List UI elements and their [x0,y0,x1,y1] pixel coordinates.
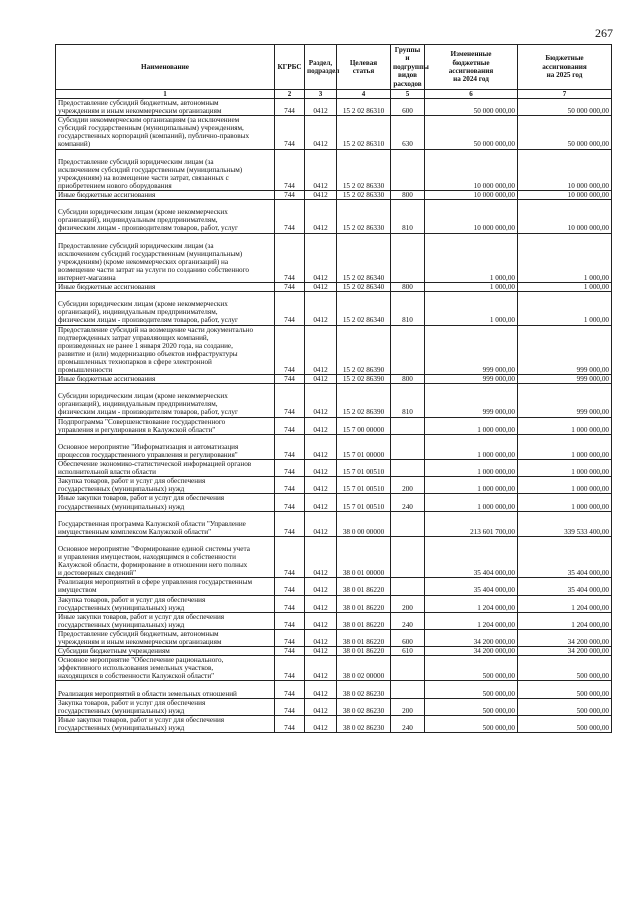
row-expense-group: 610 [391,647,425,656]
row-alloc-2025: 10 000 000,00 [518,200,612,233]
column-number: 5 [391,90,425,99]
row-target: 38 0 02 86230 [337,715,391,732]
row-ktrbs: 744 [275,292,305,325]
row-target: 38 0 02 86230 [337,681,391,698]
row-name: Реализация мероприятий в области земельных отношений [56,681,275,698]
row-ktrbs: 744 [275,384,305,417]
table-row [56,656,612,681]
row-expense-group [391,536,425,577]
row-target: 15 2 02 86330 [337,149,391,190]
row-name: Предоставление субсидий на возмещение части документально подтвержденных затрат управляющих компаний, произведенных не ранее 1 января 2020 года, на создание, развитие и (или) модернизацию объектов инфраструктуры промышленных технопарков в сфере электронной промышленности [56,325,275,375]
table-row [56,595,612,612]
row-alloc-2025: 999 000,00 [518,375,612,384]
row-expense-group [391,325,425,375]
row-expense-group: 240 [391,715,425,732]
row-ktrbs: 744 [275,99,305,116]
row-ktrbs: 744 [275,595,305,612]
row-alloc-2024: 35 404 000,00 [425,578,518,595]
table-row [56,116,612,149]
row-ktrbs: 744 [275,116,305,149]
column-number: 6 [425,90,518,99]
row-name: Иные закупки товаров, работ и услуг для обеспечения государственных (муниципальных) нужд [56,612,275,629]
header-expense-groups: Группы и подгруппы видов расходов [391,45,425,90]
row-alloc-2024: 999 000,00 [425,384,518,417]
row-name: Иные закупки товаров, работ и услуг для обеспечения государственных (муниципальных) нужд [56,494,275,511]
row-section: 0412 [305,595,337,612]
row-alloc-2024: 1 000,00 [425,233,518,283]
row-ktrbs: 744 [275,536,305,577]
row-target: 38 0 02 86230 [337,698,391,715]
row-section: 0412 [305,417,337,434]
row-ktrbs: 744 [275,578,305,595]
row-section: 0412 [305,200,337,233]
row-expense-group [391,460,425,477]
row-alloc-2025: 1 204 000,00 [518,612,612,629]
row-alloc-2024: 500 000,00 [425,715,518,732]
row-ktrbs: 744 [275,715,305,732]
row-expense-group: 600 [391,629,425,646]
table-row [56,647,612,656]
row-alloc-2024: 50 000 000,00 [425,99,518,116]
table-row [56,233,612,283]
row-section: 0412 [305,384,337,417]
row-alloc-2025: 1 000 000,00 [518,477,612,494]
row-section: 0412 [305,715,337,732]
row-section: 0412 [305,511,337,536]
row-name: Субсидии некоммерческим организациям (за исключением субсидий государственным (муниципальным) учреждениям, государственных корпораций (компаний), публично-правовых компаний) [56,116,275,149]
row-target: 15 7 00 00000 [337,417,391,434]
row-name: Иные бюджетные ассигнования [56,375,275,384]
row-name: Предоставление субсидий юридическим лицам (за исключением субсидий государственным (муниципальным) учреждениям) (кроме некоммерческих организаций) на возмещение части затрат на услуги по созданию собственного интернет-магазина [56,233,275,283]
row-expense-group: 810 [391,384,425,417]
row-alloc-2025: 999 000,00 [518,384,612,417]
row-alloc-2024: 34 200 000,00 [425,629,518,646]
row-ktrbs: 744 [275,191,305,200]
column-number: 7 [518,90,612,99]
row-name: Подпрограмма "Совершенствование государственного управления и регулирования в Калужской области" [56,417,275,434]
table-row [56,325,612,375]
row-expense-group [391,511,425,536]
row-target: 38 0 00 00000 [337,511,391,536]
row-expense-group: 630 [391,116,425,149]
row-name: Субсидии юридическим лицам (кроме некоммерческих организаций), индивидуальным предпринимателям, физическим лицам - производителям товаров, работ, услуг [56,384,275,417]
row-expense-group [391,233,425,283]
table-row [56,460,612,477]
row-target: 38 0 01 86220 [337,578,391,595]
row-alloc-2025: 50 000 000,00 [518,99,612,116]
row-alloc-2024: 999 000,00 [425,325,518,375]
row-ktrbs: 744 [275,460,305,477]
table-row [56,715,612,732]
row-target: 38 0 02 00000 [337,656,391,681]
row-alloc-2024: 1 204 000,00 [425,612,518,629]
row-alloc-2024: 999 000,00 [425,375,518,384]
row-alloc-2024: 1 000 000,00 [425,494,518,511]
row-alloc-2024: 50 000 000,00 [425,116,518,149]
row-ktrbs: 744 [275,417,305,434]
row-ktrbs: 744 [275,200,305,233]
row-alloc-2025: 1 000,00 [518,292,612,325]
column-number: 2 [275,90,305,99]
row-target: 15 2 02 86310 [337,99,391,116]
row-ktrbs: 744 [275,629,305,646]
row-name: Субсидии бюджетным учреждениям [56,647,275,656]
row-name: Иные бюджетные ассигнования [56,283,275,292]
table-row [56,292,612,325]
row-name: Иные бюджетные ассигнования [56,191,275,200]
row-target: 15 7 01 00000 [337,434,391,459]
row-name: Предоставление субсидий бюджетным, автономным учреждениям и иным некоммерческим организациям [56,99,275,116]
row-target: 38 0 01 86220 [337,647,391,656]
table-row [56,200,612,233]
row-section: 0412 [305,283,337,292]
budget-table [55,44,612,733]
header-alloc-2024: Измененные бюджетные ассигнования на 2024 год [425,45,518,90]
row-target: 15 2 02 86390 [337,325,391,375]
row-alloc-2025: 1 204 000,00 [518,595,612,612]
row-target: 38 0 01 86220 [337,612,391,629]
row-section: 0412 [305,375,337,384]
row-expense-group: 240 [391,494,425,511]
row-expense-group: 200 [391,595,425,612]
row-expense-group: 810 [391,200,425,233]
row-section: 0412 [305,578,337,595]
row-target: 15 2 02 86340 [337,292,391,325]
row-section: 0412 [305,698,337,715]
row-expense-group: 600 [391,99,425,116]
row-ktrbs: 744 [275,375,305,384]
row-ktrbs: 744 [275,681,305,698]
header-alloc-2025: Бюджетные ассигнования на 2025 год [518,45,612,90]
row-target: 38 0 01 86220 [337,595,391,612]
row-ktrbs: 744 [275,477,305,494]
row-alloc-2025: 35 404 000,00 [518,536,612,577]
row-ktrbs: 744 [275,233,305,283]
row-section: 0412 [305,149,337,190]
row-section: 0412 [305,647,337,656]
row-expense-group: 810 [391,292,425,325]
row-alloc-2024: 10 000 000,00 [425,191,518,200]
row-expense-group: 200 [391,698,425,715]
row-alloc-2025: 1 000 000,00 [518,494,612,511]
row-alloc-2024: 10 000 000,00 [425,200,518,233]
row-name: Предоставление субсидий бюджетным, автономным учреждениям и иным некоммерческим организациям [56,629,275,646]
row-alloc-2024: 10 000 000,00 [425,149,518,190]
row-target: 15 2 02 86340 [337,233,391,283]
row-target: 15 7 01 00510 [337,477,391,494]
row-section: 0412 [305,325,337,375]
row-section: 0412 [305,612,337,629]
header-name: Наименование [56,45,275,90]
row-name: Иные закупки товаров, работ и услуг для обеспечения государственных (муниципальных) нужд [56,715,275,732]
row-alloc-2025: 1 000 000,00 [518,460,612,477]
row-target: 15 7 01 00510 [337,460,391,477]
row-name: Основное мероприятие "Информатизация и автоматизация процессов государственного управления и регулирования" [56,434,275,459]
row-ktrbs: 744 [275,149,305,190]
row-target: 15 2 02 86390 [337,384,391,417]
row-expense-group [391,149,425,190]
header-ktrbs: КГРБС [275,45,305,90]
row-alloc-2025: 500 000,00 [518,681,612,698]
row-alloc-2024: 1 000 000,00 [425,417,518,434]
row-alloc-2025: 500 000,00 [518,656,612,681]
row-alloc-2025: 1 000,00 [518,233,612,283]
row-ktrbs: 744 [275,511,305,536]
row-name: Предоставление субсидий юридическим лицам (за исключением субсидий государственным (муниципальным) учреждениям) на возмещение части затрат, связанных с приобретением нового оборудования [56,149,275,190]
row-expense-group [391,681,425,698]
table-row [56,629,612,646]
table-row [56,99,612,116]
row-expense-group [391,578,425,595]
row-section: 0412 [305,681,337,698]
row-alloc-2025: 500 000,00 [518,698,612,715]
header-target: Целевая статья [337,45,391,90]
row-alloc-2024: 34 200 000,00 [425,647,518,656]
table-row [56,578,612,595]
row-target: 15 2 02 86310 [337,116,391,149]
row-section: 0412 [305,629,337,646]
row-section: 0412 [305,233,337,283]
table-row [56,511,612,536]
column-number: 4 [337,90,391,99]
row-section: 0412 [305,460,337,477]
row-expense-group: 800 [391,283,425,292]
row-name: Обеспечение экономико-статистической информацией органов исполнительной власти области [56,460,275,477]
row-ktrbs: 744 [275,434,305,459]
table-row [56,283,612,292]
row-alloc-2024: 500 000,00 [425,698,518,715]
row-ktrbs: 744 [275,494,305,511]
row-alloc-2024: 1 000 000,00 [425,434,518,459]
row-section: 0412 [305,99,337,116]
column-number-row [56,90,612,99]
row-expense-group [391,656,425,681]
row-alloc-2024: 500 000,00 [425,681,518,698]
row-section: 0412 [305,434,337,459]
row-expense-group: 800 [391,191,425,200]
table-row [56,384,612,417]
row-expense-group [391,434,425,459]
row-target: 15 7 01 00510 [337,494,391,511]
row-ktrbs: 744 [275,698,305,715]
row-alloc-2024: 35 404 000,00 [425,536,518,577]
header-row [56,45,612,90]
row-target: 15 2 02 86390 [337,375,391,384]
table-row [56,375,612,384]
row-target: 15 2 02 86330 [337,191,391,200]
row-alloc-2025: 339 533 400,00 [518,511,612,536]
row-section: 0412 [305,292,337,325]
row-alloc-2024: 1 000,00 [425,292,518,325]
row-alloc-2025: 10 000 000,00 [518,191,612,200]
row-expense-group [391,417,425,434]
row-section: 0412 [305,477,337,494]
row-ktrbs: 744 [275,283,305,292]
row-ktrbs: 744 [275,612,305,629]
row-alloc-2025: 50 000 000,00 [518,116,612,149]
table-row [56,477,612,494]
row-alloc-2025: 1 000 000,00 [518,417,612,434]
column-number: 1 [56,90,275,99]
row-section: 0412 [305,116,337,149]
row-name: Закупка товаров, работ и услуг для обеспечения государственных (муниципальных) нужд [56,698,275,715]
row-expense-group: 800 [391,375,425,384]
row-target: 38 0 01 00000 [337,536,391,577]
row-target: 15 2 02 86340 [337,283,391,292]
row-name: Субсидии юридическим лицам (кроме некоммерческих организаций), индивидуальным предпринимателям, физическим лицам - производителям товаров, работ, услуг [56,292,275,325]
row-alloc-2024: 500 000,00 [425,656,518,681]
row-target: 38 0 01 86220 [337,629,391,646]
row-alloc-2024: 1 000 000,00 [425,477,518,494]
page-number: 267 [595,26,613,40]
table-row [56,698,612,715]
row-section: 0412 [305,191,337,200]
row-section: 0412 [305,536,337,577]
row-section: 0412 [305,656,337,681]
row-alloc-2024: 213 601 700,00 [425,511,518,536]
row-ktrbs: 744 [275,325,305,375]
row-alloc-2025: 500 000,00 [518,715,612,732]
table-row [56,149,612,190]
row-alloc-2025: 999 000,00 [518,325,612,375]
table-row [56,681,612,698]
row-alloc-2024: 1 000,00 [425,283,518,292]
table-row [56,494,612,511]
row-alloc-2025: 10 000 000,00 [518,149,612,190]
table-body [56,99,612,733]
column-number: 3 [305,90,337,99]
row-alloc-2025: 34 200 000,00 [518,647,612,656]
row-name: Государственная программа Калужской области "Управление имущественным комплексом Калужской области" [56,511,275,536]
table-row [56,612,612,629]
row-name: Реализация мероприятий в сфере управления государственным имуществом [56,578,275,595]
row-name: Субсидии юридическим лицам (кроме некоммерческих организаций), индивидуальным предпринимателям, физическим лицам - производителям товаров, работ, услуг [56,200,275,233]
row-name: Основное мероприятие "Формирование единой системы учета и управления имуществом, находящимся в собственности Калужской области, формирование в отношении него полных и достоверных сведений" [56,536,275,577]
row-name: Основное мероприятие "Обеспечение рационального, эффективного использования земельных участков, находящихся в собственности Калужской области" [56,656,275,681]
row-expense-group: 200 [391,477,425,494]
row-alloc-2025: 1 000,00 [518,283,612,292]
row-alloc-2025: 34 200 000,00 [518,629,612,646]
row-ktrbs: 744 [275,647,305,656]
row-alloc-2024: 1 204 000,00 [425,595,518,612]
table-row [56,434,612,459]
row-alloc-2024: 1 000 000,00 [425,460,518,477]
table-row [56,191,612,200]
header-section: Раздел, подраздел [305,45,337,90]
table-row [56,536,612,577]
row-ktrbs: 744 [275,656,305,681]
row-section: 0412 [305,494,337,511]
row-alloc-2025: 35 404 000,00 [518,578,612,595]
row-name: Закупка товаров, работ и услуг для обеспечения государственных (муниципальных) нужд [56,477,275,494]
row-alloc-2025: 1 000 000,00 [518,434,612,459]
table-row [56,417,612,434]
row-expense-group: 240 [391,612,425,629]
row-target: 15 2 02 86330 [337,200,391,233]
row-name: Закупка товаров, работ и услуг для обеспечения государственных (муниципальных) нужд [56,595,275,612]
